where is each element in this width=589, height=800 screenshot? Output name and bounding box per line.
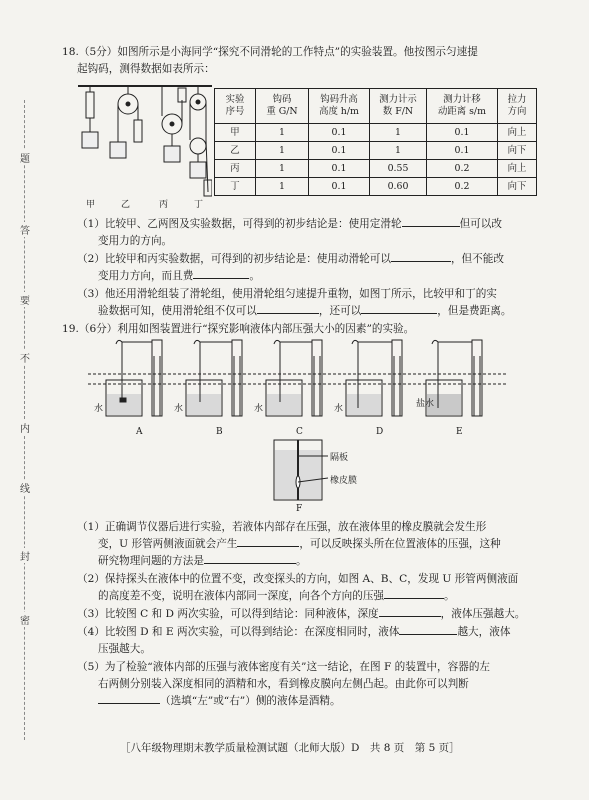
fig-label-a: A	[136, 427, 143, 437]
table-cell: 0.55	[370, 160, 427, 178]
q19-sub2: （2）保持探头在液体中的位置不变，改变探头的方向，如图 A、B、C，发现 U 形管两侧液面	[77, 573, 519, 585]
side-char: 内	[18, 420, 32, 435]
pressure-apparatus-figure	[88, 336, 508, 426]
q19-sub5-cont2: （选填“左”或“右”）侧的液体是酒精。	[98, 693, 341, 709]
fig-label-d: D	[376, 427, 384, 437]
table-cell: 丙	[215, 160, 256, 178]
table-cell: 0.1	[309, 160, 370, 178]
page-footer: ［八年级物理期末教学质量检测试题（北师大版）D 共 8 页 第 5 页］	[120, 742, 460, 754]
q18-sub2: （2）比较甲和丙实验数据，可得到的初步结论是：使用动滑轮可以 ，但不能改	[77, 253, 504, 265]
fig-label-bing: 丙	[159, 200, 169, 210]
table-cell: 0.1	[309, 142, 370, 160]
table-header: 拉力 方向	[498, 89, 537, 124]
f-label-partition: 隔板	[330, 453, 349, 463]
table-cell: 乙	[215, 142, 256, 160]
table-cell: 1	[256, 178, 309, 196]
table-cell: 1	[370, 124, 427, 142]
table-header-row	[215, 89, 537, 124]
table-cell: 0.2	[427, 178, 498, 196]
table-cell: 甲	[215, 124, 256, 142]
answer-blank[interactable]	[384, 598, 444, 599]
side-char: 线	[18, 480, 32, 495]
container-f-figure	[270, 438, 330, 504]
table-cell: 向下	[498, 178, 537, 196]
q19-sub1-cont2: 研究物理问题的方法是 。	[98, 555, 307, 567]
table-row	[215, 160, 537, 178]
answer-blank[interactable]	[399, 634, 457, 635]
q19-sub1: （1）正确调节仪器后进行实验，若液体内部存在压强，放在液体里的橡皮膜就会发生形	[77, 521, 487, 533]
q18-sub3: （3）他还用滑轮组装了滑轮组，使用滑轮组匀速提升重物，如图丁所示，比较甲和丁的实	[77, 288, 497, 300]
table-cell: 向下	[498, 142, 537, 160]
table-cell: 0.2	[427, 160, 498, 178]
pulley-figure	[78, 80, 212, 208]
fig-label-yi: 乙	[121, 200, 131, 210]
table-row	[215, 142, 537, 160]
table-header: 钩码 重 G/N	[256, 89, 309, 124]
q19-sub5-cont: 右两侧分别装入深度相同的酒精和水，看到橡皮膜向左侧凸起。由此你可以判断	[98, 678, 469, 690]
q19-sub1-cont: 变，U 形管两侧液面就会产生 ，可以反映探头所在位置液体的压强，这种	[98, 538, 501, 550]
table-cell: 0.1	[427, 124, 498, 142]
q19-sub4: （4）比较图 D 和 E 两次实验，可以得到结论：在深度相同时，液体 越大，液体	[77, 626, 511, 638]
table-cell: 1	[370, 142, 427, 160]
table-cell: 0.1	[309, 178, 370, 196]
q18-sub2-cont: 变用力方向，而且费 。	[98, 270, 260, 282]
liquid-label-water: 水	[334, 404, 344, 414]
table-cell: 1	[256, 124, 309, 142]
fig-label-e: E	[456, 427, 463, 437]
data-table	[214, 88, 537, 196]
fig-label-c: C	[296, 427, 303, 437]
table-header: 实验 序号	[215, 89, 256, 124]
table-cell: 1	[256, 160, 309, 178]
q19-sub2-cont: 的高度差不变，说明在液体内部同一深度，向各个方向的压强 。	[98, 590, 455, 602]
liquid-label-water: 水	[94, 404, 104, 414]
fig-label-jia: 甲	[86, 200, 96, 210]
table-cell: 向上	[498, 160, 537, 178]
fig-label-f: F	[296, 504, 303, 514]
side-char: 题	[18, 150, 32, 165]
liquid-label-water: 水	[254, 404, 264, 414]
q19-sub3: （3）比较图 C 和 D 两次实验，可以得到结论：同种液体，深度 ，液体压强越大。	[77, 608, 526, 620]
q19-sub4-cont: 压强越大。	[98, 643, 151, 655]
q19-stem: 19.（6分）利用如图装置进行“探究影响液体内部压强大小的因素”的实验。	[62, 323, 415, 335]
fig-label-ding: 丁	[194, 200, 204, 210]
answer-blank[interactable]	[98, 703, 160, 704]
table-cell: 向上	[498, 124, 537, 142]
table-row	[215, 124, 537, 142]
answer-blank[interactable]	[391, 261, 451, 262]
answer-blank[interactable]	[361, 313, 437, 314]
q18-stem-line1: 18.（5分）如图所示是小海同学“探究不同滑轮的工作特点”的实验装置。他按图示匀速提	[62, 46, 478, 58]
table-cell: 0.1	[427, 142, 498, 160]
table-header: 测力计移 动距离 s/m	[427, 89, 498, 124]
side-char: 不	[18, 350, 32, 365]
answer-blank[interactable]	[402, 226, 460, 227]
answer-blank[interactable]	[257, 313, 319, 314]
table-header: 测力计示 数 F/N	[370, 89, 427, 124]
side-char: 密	[18, 612, 32, 627]
table-row	[215, 178, 537, 196]
liquid-label-brine: 盐水	[416, 399, 435, 409]
side-char: 封	[18, 548, 32, 563]
answer-blank[interactable]	[204, 563, 296, 564]
q18-sub1: （1）比较甲、乙两图及实验数据，可得到的初步结论是：使用定滑轮 但可以改	[77, 218, 502, 230]
q18-stem-line2: 起钩码，测得数据如表所示：	[77, 63, 215, 75]
answer-blank[interactable]	[379, 616, 441, 617]
table-cell: 0.1	[309, 124, 370, 142]
answer-blank[interactable]	[193, 278, 249, 279]
q18-sub3-cont: 验数据可知，使用滑轮组不仅可以 ，还可以 ，但是费距离。	[98, 305, 512, 317]
table-cell: 丁	[215, 178, 256, 196]
q19-sub5: （5）为了检验“液体内部的压强与液体密度有关”这一结论，在图 F 的装置中，容器的左	[77, 661, 491, 673]
answer-blank[interactable]	[237, 546, 299, 547]
f-label-membrane: 橡皮膜	[330, 476, 358, 486]
fig-label-b: B	[216, 427, 223, 437]
q18-sub1-cont: 变用力的方向。	[98, 235, 173, 247]
side-char: 答	[18, 222, 32, 237]
table-header: 钩码升高 高度 h/m	[309, 89, 370, 124]
table-cell: 0.60	[370, 178, 427, 196]
side-char: 要	[18, 292, 32, 307]
table-cell: 1	[256, 142, 309, 160]
liquid-label-water: 水	[174, 404, 184, 414]
